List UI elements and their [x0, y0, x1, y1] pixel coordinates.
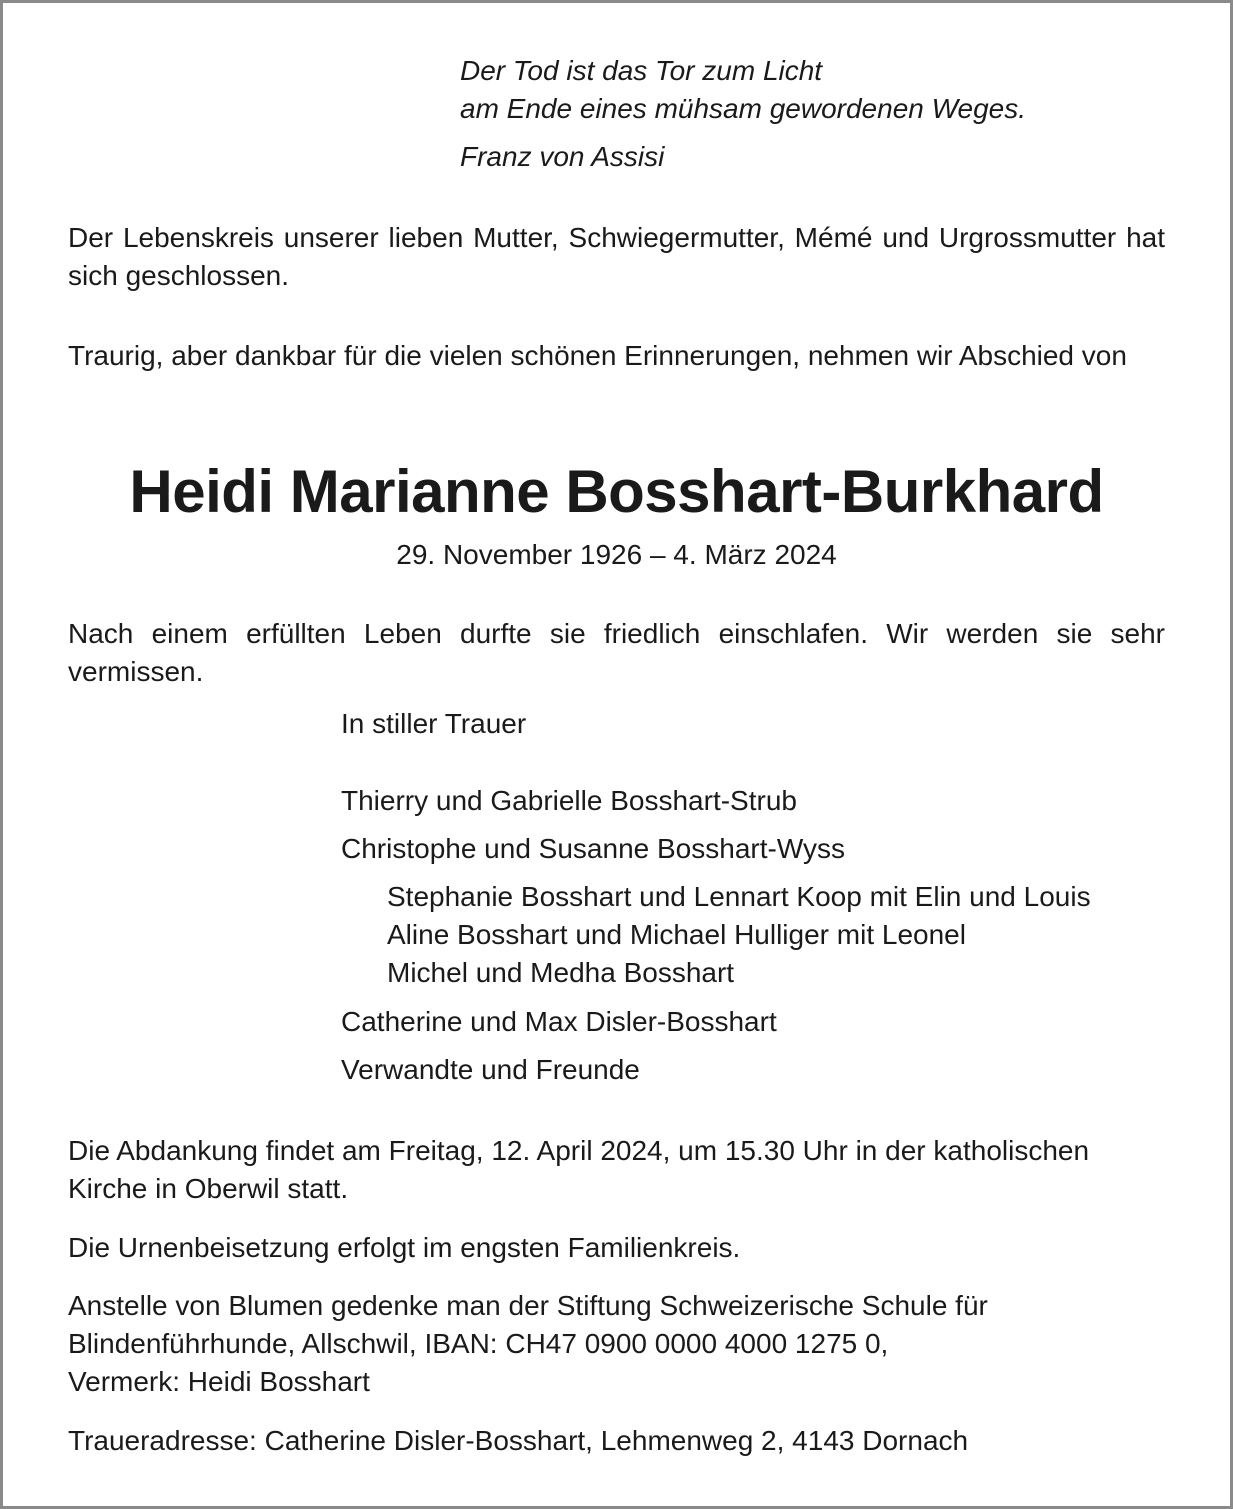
service-info: Die Abdankung findet am Freitag, 12. April 2024, um 15.30 Uhr in der katholischen Kirche in Oberwil statt. — [68, 1135, 1090, 1204]
donation-line-3: Vermerk: Heidi Bosshart — [68, 1366, 370, 1397]
deceased-dates: 29. November 1926 – 4. März 2024 — [396, 539, 837, 570]
donation-line-2: Blindenführhunde, Allschwil, IBAN: CH47 0900 0000 4000 1275 0, — [68, 1328, 889, 1359]
mourner-entry: Christophe und Susanne Bosshart-Wyss — [341, 833, 845, 864]
intro-paragraph-1: Der Lebenskreis unserer lieben Mutter, Schwiegermutter, Mémé und Urgrossmutter hat sich geschlossen. — [68, 222, 1165, 291]
intro-paragraph-2: Traurig, aber dankbar für die vielen schönen Erinnerungen, nehmen wir Abschied von — [68, 340, 1127, 371]
quote-author: Franz von Assisi — [460, 141, 665, 172]
grandchild-entry: Aline Bosshart und Michael Hulliger mit Leonel — [387, 919, 966, 950]
donation-line-1: Anstelle von Blumen gedenke man der Stiftung Schweizerische Schule für — [68, 1290, 988, 1321]
deceased-name: Heidi Marianne Bosshart-Burkhard — [129, 458, 1104, 525]
mourning-address: Traueradresse: Catherine Disler-Bosshart, Lehmenweg 2, 4143 Dornach — [68, 1425, 969, 1456]
mourner-entry: Verwandte und Freunde — [341, 1054, 640, 1085]
urn-info: Die Urnenbeisetzung erfolgt im engsten Familienkreis. — [68, 1232, 741, 1263]
grandchild-entry: Stephanie Bosshart und Lennart Koop mit Elin und Louis — [387, 881, 1091, 912]
mourner-entry: Catherine und Max Disler-Bosshart — [341, 1006, 777, 1037]
quote-line-1: Der Tod ist das Tor zum Licht — [460, 55, 823, 86]
mourner-entry: Thierry und Gabrielle Bosshart-Strub — [341, 785, 797, 816]
grandchild-entry: Michel und Medha Bosshart — [387, 957, 735, 988]
quote-line-2: am Ende eines mühsam gewordenen Weges. — [460, 93, 1027, 124]
closing-paragraph: Nach einem erfüllten Leben durfte sie friedlich einschlafen. Wir werden sie sehr vermissen. — [68, 618, 1165, 687]
mourners-heading: In stiller Trauer — [341, 708, 527, 739]
